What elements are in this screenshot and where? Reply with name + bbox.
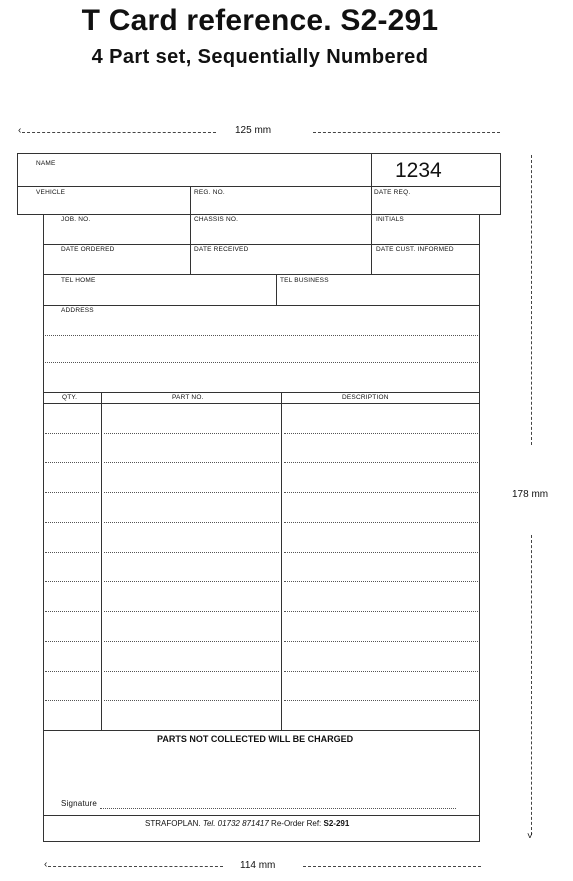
- date-cust-informed-label: DATE CUST. INFORMED: [376, 246, 454, 253]
- table-row-line: [284, 581, 478, 582]
- dimension-line-bottom-right: [303, 866, 481, 867]
- chassis-no-label: CHASSIS NO.: [194, 216, 239, 223]
- table-row-line: [45, 552, 99, 553]
- dimension-height: 178 mm: [512, 489, 549, 500]
- tel-home-label: TEL HOME: [61, 277, 96, 284]
- table-row-line: [284, 700, 478, 701]
- table-row-line: [45, 581, 99, 582]
- table-row-line: [45, 700, 99, 701]
- qty-header: QTY.: [62, 394, 78, 401]
- divider: [43, 730, 480, 731]
- table-row-line: [284, 462, 478, 463]
- tel-business-label: TEL BUSINESS: [280, 277, 329, 284]
- table-row-line: [104, 552, 279, 553]
- divider: [276, 274, 277, 305]
- table-row-line: [45, 433, 99, 434]
- table-row-line: [104, 433, 279, 434]
- date-req-label: DATE REQ.: [374, 189, 411, 196]
- job-no-label: JOB. NO.: [61, 216, 91, 223]
- dimension-line-top-left: [22, 132, 216, 133]
- table-row-line: [284, 433, 478, 434]
- address-line: [45, 362, 478, 363]
- divider: [43, 244, 480, 245]
- table-row-line: [284, 492, 478, 493]
- company-name: STRAFOPLAN.: [145, 819, 201, 828]
- reorder-label: Re-Order Ref:: [271, 819, 322, 828]
- arrow-left-icon: ‹: [18, 125, 22, 136]
- arrow-down-icon: ˅: [527, 831, 533, 842]
- table-row-line: [284, 552, 478, 553]
- table-row-line: [45, 641, 99, 642]
- dimension-line-top-right: [313, 132, 500, 133]
- table-row-line: [45, 462, 99, 463]
- table-row-line: [45, 671, 99, 672]
- signature-label: Signature: [61, 799, 98, 808]
- table-row-line: [104, 700, 279, 701]
- arrow-left-icon: ‹: [44, 859, 48, 870]
- table-row-line: [284, 611, 478, 612]
- table-row-line: [104, 611, 279, 612]
- card-body: [43, 214, 480, 842]
- dimension-line-height-top: [531, 155, 532, 445]
- dimension-line-height-bottom: [531, 535, 532, 835]
- divider: [43, 403, 480, 404]
- divider: [43, 305, 480, 306]
- dimension-top-width: 125 mm: [235, 125, 272, 136]
- dimension-bottom-width: 114 mm: [240, 860, 276, 871]
- divider: [190, 186, 191, 215]
- table-row-line: [284, 522, 478, 523]
- table-row-line: [104, 462, 279, 463]
- page-title: T Card reference. S2-291: [81, 4, 439, 37]
- divider: [43, 392, 480, 393]
- part-no-header: PART NO.: [172, 394, 204, 401]
- table-row-line: [104, 522, 279, 523]
- vehicle-label: VEHICLE: [36, 189, 66, 196]
- date-received-label: DATE RECEIVED: [194, 246, 249, 253]
- reorder-ref: S2-291: [323, 819, 350, 828]
- address-label: ADDRESS: [61, 307, 94, 314]
- date-ordered-label: DATE ORDERED: [61, 246, 115, 253]
- notice-text: PARTS NOT COLLECTED WILL BE CHARGED: [157, 734, 354, 744]
- table-row-line: [104, 641, 279, 642]
- table-row-line: [45, 492, 99, 493]
- reg-no-label: REG. NO.: [194, 189, 225, 196]
- table-row-line: [284, 641, 478, 642]
- table-row-line: [45, 522, 99, 523]
- footer: [145, 819, 349, 828]
- divider: [281, 392, 282, 730]
- divider: [371, 153, 372, 215]
- divider: [17, 186, 501, 187]
- name-label: NAME: [36, 160, 56, 167]
- divider: [43, 274, 480, 275]
- table-row-line: [45, 611, 99, 612]
- divider: [101, 392, 102, 730]
- initials-label: INITIALS: [376, 216, 404, 223]
- table-row-line: [104, 671, 279, 672]
- sequence-number: 1234: [395, 159, 442, 182]
- table-row-line: [104, 492, 279, 493]
- address-line: [45, 335, 478, 336]
- dimension-line-bottom-left: [48, 866, 223, 867]
- description-header: DESCRIPTION: [342, 394, 389, 401]
- table-row-line: [284, 671, 478, 672]
- page-subtitle: 4 Part set, Sequentially Numbered: [91, 46, 429, 68]
- signature-line: [100, 808, 456, 809]
- table-row-line: [104, 581, 279, 582]
- company-tel: Tel. 01732 871417: [202, 819, 269, 828]
- divider: [43, 815, 480, 816]
